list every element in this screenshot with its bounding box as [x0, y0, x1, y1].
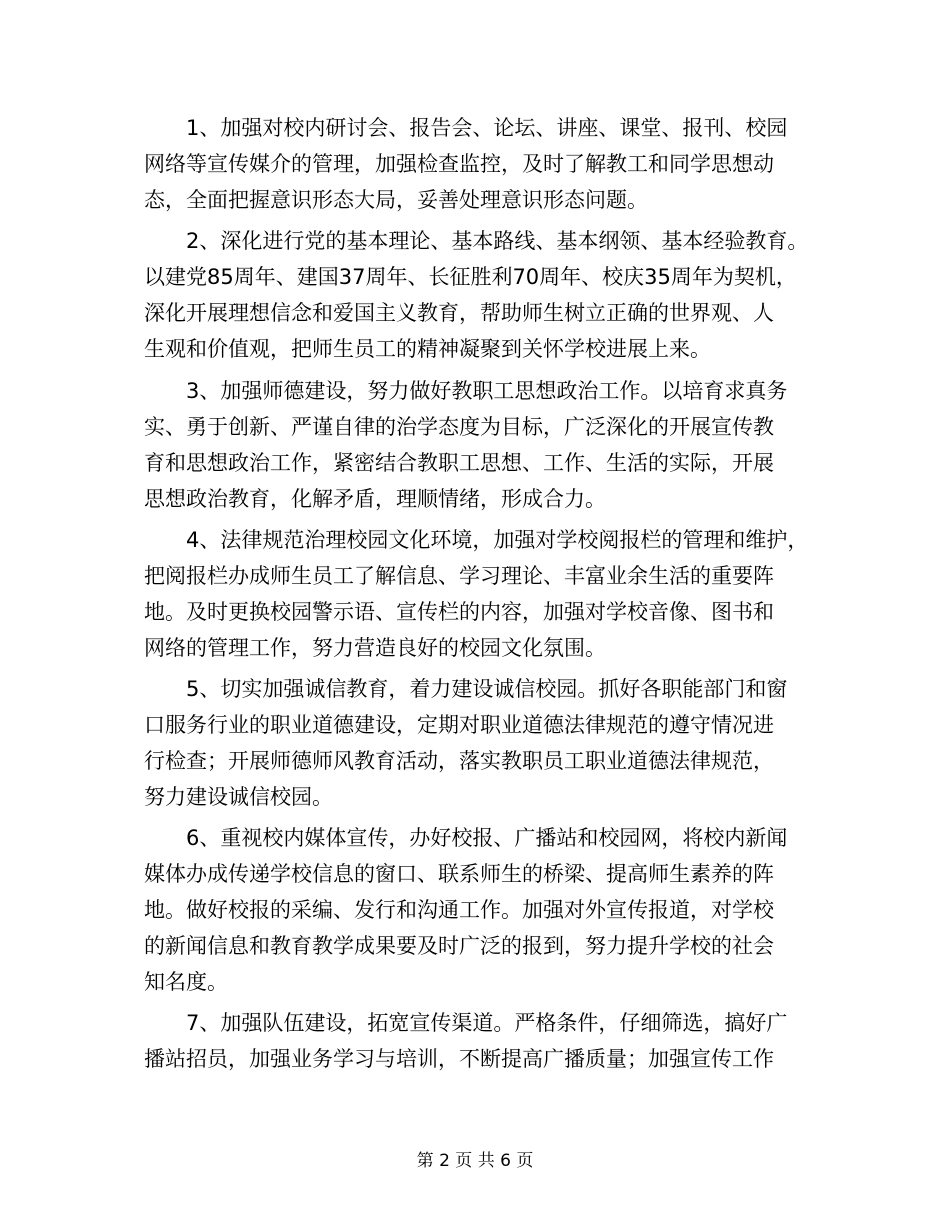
- page-footer: 第 2 页 共 6 页: [416, 1151, 534, 1171]
- paragraph-3-line-2: 实、勇于创新、严谨自律的治学态度为目标，广泛深化的开展宣传教: [144, 415, 774, 439]
- paragraph-2-line-3: 深化开展理想信念和爱国主义教育，帮助师生树立正确的世界观、人: [144, 301, 774, 325]
- paragraph-5-line-3: 行检查；开展师德师风教育活动，落实教职员工职业道德法律规范，: [144, 749, 774, 773]
- paragraph-7-line-2: 播站招员，加强业务学习与培训，不断提高广播质量；加强宣传工作: [144, 1047, 774, 1071]
- paragraph-4-line-4: 网络的管理工作，努力营造良好的校园文化氛围。: [144, 636, 606, 660]
- paragraph-3-line-1: 3、加强师德建设，努力做好教职工思想政治工作。以培育求真务: [186, 379, 788, 403]
- paragraph-6-line-3: 地。做好校报的采编、发行和沟通工作。加强对外宣传报道，对学校: [144, 898, 774, 922]
- paragraph-6-line-1: 6、重视校内媒体宣传，办好校报、广播站和校园网，将校内新闻: [186, 826, 788, 850]
- paragraph-2-line-4: 生观和价值观，把师生员工的精神凝聚到关怀学校进展上来。: [144, 337, 711, 361]
- paragraph-5-line-1: 5、切实加强诚信教育，着力建设诚信校园。抓好各职能部门和窗: [186, 677, 788, 701]
- paragraph-5-line-2: 口服务行业的职业道德建设，定期对职业道德法律规范的遵守情况进: [144, 713, 774, 737]
- paragraph-4-line-3: 地。及时更换校园警示语、宣传栏的内容，加强对学校音像、图书和: [144, 600, 774, 624]
- paragraph-4-line-2: 把阅报栏办成师生员工了解信息、学习理论、丰富业余生活的重要阵: [144, 564, 774, 588]
- paragraph-3-line-4: 思想政治教育，化解矛盾，理顺情绪，形成合力。: [144, 487, 606, 511]
- paragraph-6-line-5: 知名度。: [144, 970, 228, 994]
- paragraph-4-line-1: 4、法律规范治理校园文化环境，加强对学校阅报栏的管理和维护，: [186, 528, 809, 552]
- paragraph-2-line-1: 2、深化进行党的基本理论、基本路线、基本纲领、基本经验教育。: [186, 229, 809, 253]
- paragraph-1-line-2: 网络等宣传媒介的管理，加强检查监控，及时了解教工和同学思想动: [144, 152, 774, 176]
- paragraph-1-line-3: 态，全面把握意识形态大局，妥善处理意识形态问题。: [144, 188, 648, 212]
- paragraph-6-line-4: 的新闻信息和教育教学成果要及时广泛的报到，努力提升学校的社会: [144, 934, 774, 958]
- paragraph-6-line-2: 媒体办成传递学校信息的窗口、联系师生的桥梁、提高师生素养的阵: [144, 862, 774, 886]
- paragraph-1-line-1: 1、加强对校内研讨会、报告会、论坛、讲座、课堂、报刊、校园: [186, 116, 788, 140]
- paragraph-2-line-2: 以建党85周年、建国37周年、长征胜利70周年、校庆35周年为契机，: [144, 265, 797, 289]
- paragraph-3-line-3: 育和思想政治工作，紧密结合教职工思想、工作、生活的实际，开展: [144, 451, 774, 475]
- paragraph-5-line-4: 努力建设诚信校园。: [144, 785, 333, 809]
- paragraph-7-line-1: 7、加强队伍建设，拓宽宣传渠道。严格条件，仔细筛选，搞好广: [186, 1011, 788, 1035]
